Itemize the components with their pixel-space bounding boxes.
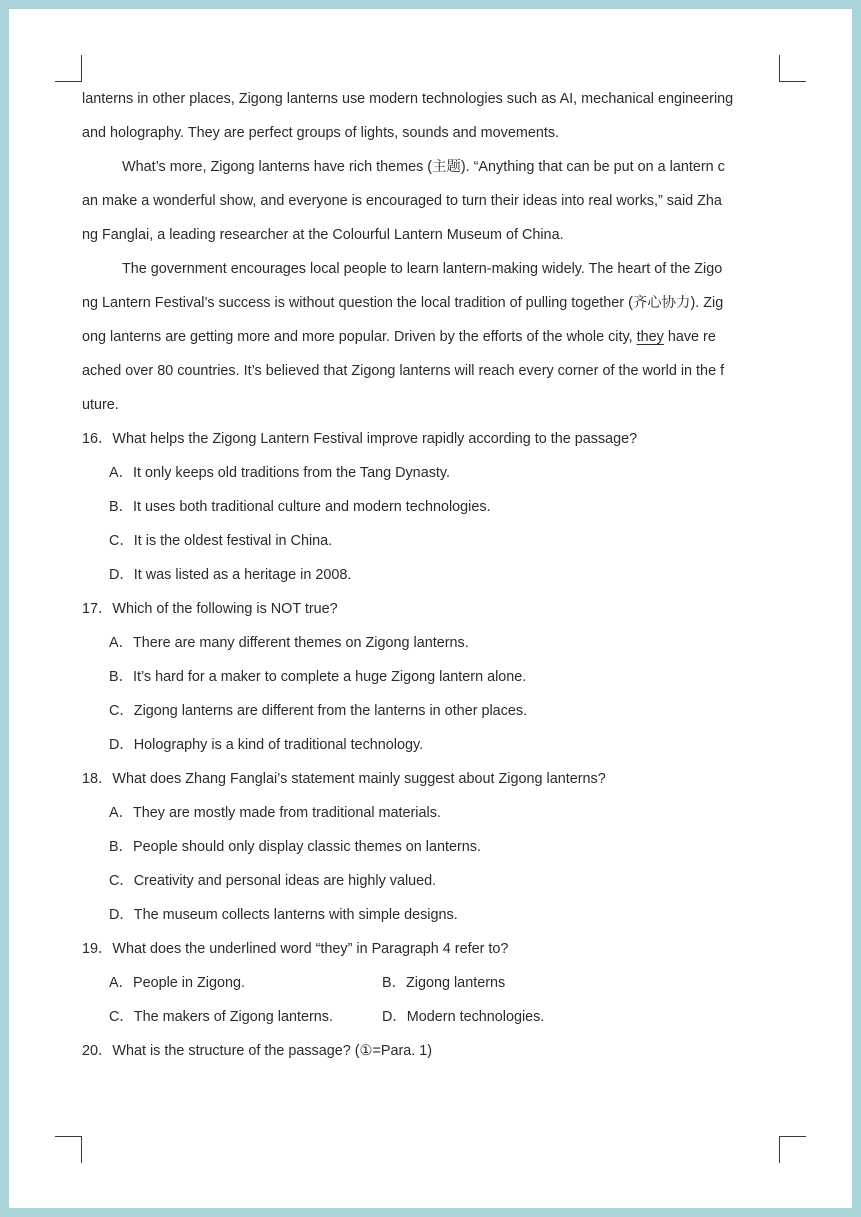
question-stem: 20．What is the structure of the passage? (①=Para. 1) bbox=[82, 1043, 433, 1059]
crop-mark-bottom-left bbox=[55, 1136, 82, 1163]
crop-mark-bottom-right bbox=[779, 1136, 806, 1163]
option-a: A．There are many different themes on Zigong lanterns. bbox=[109, 635, 469, 651]
text-line: ached over 80 countries. It’s believed that Zigong lanterns will reach every corner of the world in the f bbox=[82, 363, 725, 379]
option-a: A．People in Zigong. bbox=[109, 975, 245, 991]
paragraph-1 bbox=[82, 82, 779, 150]
option-a: A．They are mostly made from traditional materials. bbox=[109, 805, 441, 821]
text-segment: ong lanterns are getting more and more popular. Driven by the efforts of the whole city, bbox=[82, 329, 637, 345]
option-d: D．It was listed as a heritage in 2008. bbox=[109, 567, 352, 583]
question-18 bbox=[82, 762, 779, 932]
underlined-word-they: they bbox=[636, 329, 664, 345]
text-line: ng Fanglai, a leading researcher at the Colourful Lantern Museum of China. bbox=[82, 227, 564, 243]
text-line bbox=[82, 320, 779, 354]
question-stem: 16．What helps the Zigong Lantern Festival improve rapidly according to the passage? bbox=[82, 431, 638, 447]
question-20 bbox=[82, 1034, 779, 1068]
crop-mark-top-left bbox=[55, 55, 82, 82]
option-row bbox=[82, 966, 779, 1000]
option-c: C．Creativity and personal ideas are highly valued. bbox=[109, 873, 437, 889]
option-row bbox=[82, 1000, 779, 1034]
option-c: C．It is the oldest festival in China. bbox=[109, 533, 333, 549]
text-line: uture. bbox=[82, 397, 119, 413]
question-19 bbox=[82, 932, 779, 1034]
option-b: B．Zigong lanterns bbox=[382, 975, 506, 991]
option-d: D．The museum collects lanterns with simple designs. bbox=[109, 907, 458, 923]
question-17 bbox=[82, 592, 779, 762]
question-stem: 19．What does the underlined word “they” in Paragraph 4 refer to? bbox=[82, 941, 509, 957]
text-line: What’s more, Zigong lanterns have rich themes (主题). “Anything that can be put on a lantern c bbox=[122, 159, 725, 175]
text-line: and holography. They are perfect groups of lights, sounds and movements. bbox=[82, 125, 560, 141]
question-stem: 17．Which of the following is NOT true? bbox=[82, 601, 338, 617]
text-segment: have re bbox=[663, 329, 716, 345]
option-b: B．It uses both traditional culture and modern technologies. bbox=[109, 499, 491, 515]
option-c: C．Zigong lanterns are different from the lanterns in other places. bbox=[109, 703, 528, 719]
text-line: lanterns in other places, Zigong lanterns use modern technologies such as AI, mechanical engineering bbox=[82, 91, 734, 107]
paragraph-2 bbox=[82, 150, 779, 252]
paragraph-3 bbox=[82, 252, 779, 422]
question-stem: 18．What does Zhang Fanglai’s statement mainly suggest about Zigong lanterns? bbox=[82, 771, 606, 787]
option-b: B．It’s hard for a maker to complete a huge Zigong lantern alone. bbox=[109, 669, 527, 685]
question-16 bbox=[82, 422, 779, 592]
text-line: ng Lantern Festival’s success is without question the local tradition of pulling together (齐心协力). Zig bbox=[82, 295, 724, 311]
document-body bbox=[82, 82, 779, 1068]
option-b: B．People should only display classic themes on lanterns. bbox=[109, 839, 481, 855]
option-a: A．It only keeps old traditions from the Tang Dynasty. bbox=[109, 465, 451, 481]
crop-mark-top-right bbox=[779, 55, 806, 82]
option-c: C．The makers of Zigong lanterns. bbox=[109, 1009, 333, 1025]
text-line: an make a wonderful show, and everyone is encouraged to turn their ideas into real works,” said Zha bbox=[82, 193, 722, 209]
text-line: The government encourages local people to learn lantern-making widely. The heart of the Zigo bbox=[122, 261, 723, 277]
option-d: D．Holography is a kind of traditional technology. bbox=[109, 737, 424, 753]
option-d: D．Modern technologies. bbox=[382, 1009, 545, 1025]
